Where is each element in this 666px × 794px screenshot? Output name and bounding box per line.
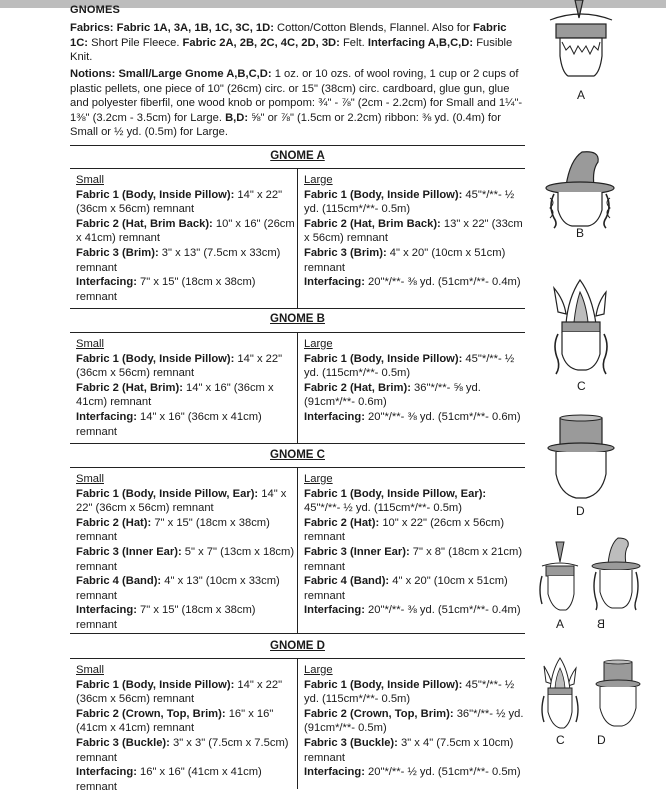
material-item (76, 487, 298, 516)
material-label: Fabric 3 (Inner Ear): (76, 545, 182, 558)
material-label: Fabric 2 (Crown, Top, Brim): (304, 707, 454, 720)
material-amount: 45"*/**- ½ yd. (115cm*/**- 0.5m) (304, 502, 462, 515)
fabrics-lead: Fabrics: (70, 22, 114, 34)
gnome-b-large (304, 337, 524, 425)
material-item (304, 352, 524, 381)
material-amount: 13" x 22" (33cm x 56cm) remnant (304, 217, 523, 245)
material-item (304, 410, 524, 425)
material-item (304, 188, 524, 217)
material-amount: 10" x 22" (26cm x 56cm) remnant (304, 516, 505, 544)
fabrics-text-4: Fusible Knit. (70, 36, 513, 63)
gnome-c-small (76, 472, 298, 633)
material-amount: 4" x 20" (10cm x 51cm) remnant (304, 246, 506, 274)
material-amount: 3" x 4" (7.5cm x 10cm) remnant (304, 736, 514, 764)
figure-label-pair-b: B (597, 617, 606, 631)
gnome-a-illustration (548, 0, 614, 88)
section-title-gnome-a: GNOME A (270, 150, 325, 162)
section-rule (70, 443, 525, 444)
material-label: Interfacing: (76, 766, 137, 779)
material-item (76, 603, 298, 632)
section-rule (70, 145, 525, 146)
figure-label-b: B (576, 226, 585, 240)
material-item (304, 516, 524, 545)
material-label: Fabric 1 (Body, Inside Pillow, Ear): (304, 487, 487, 500)
fabrics-part-2: Fabric 1C: (70, 22, 507, 49)
material-label: Fabric 3 (Inner Ear): (304, 545, 410, 558)
material-amount: 5" x 7" (13cm x 18cm) remnant (76, 545, 295, 573)
material-label: Fabric 1 (Body, Inside Pillow): (304, 352, 463, 365)
material-item (304, 487, 524, 516)
material-label: Fabric 1 (Body, Inside Pillow, Ear): (76, 487, 259, 500)
material-label: Fabric 2 (Hat): (304, 516, 380, 529)
notions-text-2: ⅝" or ⅞" (1.5cm or 2.2cm) ribbon: ⅜ yd. (0.4m) for Small or ½ yd. (0.5m) for Large. (70, 111, 501, 138)
material-amount: 14" x 16" (36cm x 41cm) remnant (76, 381, 274, 409)
material-item (304, 275, 524, 290)
material-amount: 16" x 16" (41cm x 41cm) remnant (76, 707, 274, 735)
material-item (304, 381, 524, 410)
material-label: Fabric 1 (Body, Inside Pillow): (76, 678, 235, 691)
material-label: Interfacing: (76, 604, 137, 617)
material-amount: 4" x 13" (10cm x 33cm) remnant (76, 575, 280, 602)
material-amount: 4" x 20" (10cm x 51cm) remnant (304, 575, 508, 602)
size-heading: Large (304, 338, 333, 350)
material-label: Fabric 1 (Body, Inside Pillow): (304, 188, 463, 201)
figure-label-d: D (576, 504, 585, 518)
size-heading: Small (76, 174, 104, 186)
figure-label-pair-a: A (556, 617, 565, 631)
material-item (304, 765, 524, 780)
fabrics-text-1: Cotton/Cotton Blends, Flannel. Also for (273, 22, 473, 34)
material-amount: 14" x 22" (36cm x 56cm) remnant (76, 487, 287, 515)
material-amount: 20"*/**- ⅜ yd. (51cm*/**- 0.6m) (364, 410, 521, 423)
section-title-gnome-c: GNOME C (270, 449, 325, 461)
material-label: Interfacing: (76, 276, 137, 289)
material-amount: 14" x 22" (36cm x 56cm) remnant (76, 352, 283, 380)
section-rule (70, 308, 525, 309)
material-item (76, 410, 298, 439)
size-heading: Large (304, 664, 333, 676)
material-item (304, 545, 524, 574)
section-title-gnome-d: GNOME D (270, 640, 325, 652)
material-item (304, 574, 524, 603)
material-label: Interfacing: (304, 410, 365, 423)
material-label: Fabric 2 (Hat, Brim Back): (76, 217, 213, 230)
material-item (76, 765, 298, 794)
fabrics-part-1: Fabric 1A, 3A, 1B, 1C, 3C, 1D: (116, 22, 274, 34)
material-amount: 14" x 22" (36cm x 56cm) remnant (76, 188, 283, 216)
gnome-b-illustration (542, 150, 618, 230)
fabrics-text-3: Felt. (339, 36, 368, 49)
gnome-a-large (304, 173, 524, 290)
material-label: Fabric 1 (Body, Inside Pillow): (304, 678, 463, 691)
page-heading: GNOMES (70, 4, 121, 16)
material-label: Fabric 1 (Body, Inside Pillow): (76, 352, 235, 365)
material-item (76, 678, 298, 707)
material-item (76, 275, 298, 304)
material-item (304, 246, 524, 275)
material-item (76, 217, 298, 246)
material-amount: 36"*/**- ⅝ yd. (91cm*/**- 0.6m) (304, 381, 481, 409)
material-label: Fabric 3 (Brim): (304, 246, 387, 259)
gnome-pair-ab-illustration (538, 536, 642, 616)
notions-paragraph (70, 67, 525, 140)
material-item (76, 246, 298, 275)
material-amount: 20"*/**- ⅜ yd. (51cm*/**- 0.4m) (364, 276, 521, 289)
material-item (304, 707, 524, 736)
fabrics-text-2: Short Pile Fleece. (88, 36, 183, 49)
material-item (76, 188, 298, 217)
material-label: Fabric 2 (Crown, Top, Brim): (76, 707, 226, 720)
material-amount: 45"*/**- ½ yd. (115cm*/**- 0.5m) (304, 188, 515, 216)
section-title-gnome-b: GNOME B (270, 313, 325, 325)
material-amount: 20"*/**- ½ yd. (51cm*/**- 0.5m) (364, 766, 521, 779)
gnome-d-small (76, 663, 298, 794)
gnome-d-illustration (546, 414, 616, 502)
material-label: Fabric 1 (Body, Inside Pillow): (76, 188, 235, 201)
material-label: Fabric 3 (Brim): (76, 246, 159, 259)
material-item (304, 736, 524, 765)
material-item (76, 574, 298, 603)
material-amount: 45"*/**- ½ yd. (115cm*/**- 0.5m) (304, 678, 515, 706)
material-amount: 3" x 13" (7.5cm x 33cm) remnant (76, 246, 281, 274)
material-amount: 3" x 3" (7.5cm x 7.5cm) remnant (76, 736, 289, 764)
gnome-a-small (76, 173, 298, 304)
gnome-pair-cd-illustration (538, 654, 642, 734)
size-heading: Large (304, 473, 333, 485)
material-label: Interfacing: (304, 276, 365, 289)
material-label: Fabric 2 (Hat, Brim): (76, 381, 183, 394)
material-amount: 20"*/**- ⅜ yd. (51cm*/**- 0.4m) (364, 604, 521, 617)
material-label: Interfacing: (76, 410, 137, 423)
figure-label-pair-c: C (556, 733, 565, 747)
material-label: Fabric 3 (Buckle): (76, 736, 170, 749)
material-item (76, 707, 298, 736)
material-item (304, 217, 524, 246)
size-heading: Large (304, 174, 333, 186)
size-heading: Small (76, 664, 104, 676)
material-amount: 10" x 16" (26cm x 41cm) remnant (76, 217, 295, 245)
fabrics-part-4: Interfacing A,B,C,D: (367, 36, 474, 49)
material-amount: 7" x 15" (18cm x 38cm) remnant (76, 604, 256, 631)
material-item (304, 603, 524, 618)
size-heading: Small (76, 338, 104, 350)
size-heading: Small (76, 473, 104, 485)
material-label: Interfacing: (304, 604, 365, 617)
gnome-d-large (304, 663, 524, 780)
fabrics-part-3: Fabric 2A, 2B, 2C, 4C, 2D, 3D: (182, 36, 340, 49)
material-amount: 7" x 15" (18cm x 38cm) remnant (76, 516, 270, 544)
material-label: Fabric 4 (Band): (304, 575, 390, 588)
notions-text-1: 1 oz. or 10 ozs. of wool roving, 1 cup or 2 cups of plastic pellets, one piece of 10" (26cm) circ. or 15" (38cm) circ. cardboard, glue gun, glue and polyester fiberfil, one wood knob or pompom: ¾" - ⅞" (2cm - 2.2cm) for Small and 1¼"- 1⅜" (3.2cm - 3.5cm) for Large. (70, 68, 523, 124)
material-amount: 16" x 16" (41cm x 41cm) remnant (76, 766, 262, 793)
material-item (76, 352, 298, 381)
fabrics-paragraph (70, 21, 525, 65)
material-item (76, 381, 298, 410)
material-label: Fabric 2 (Hat, Brim Back): (304, 217, 441, 230)
material-amount: 45"*/**- ½ yd. (115cm*/**- 0.5m) (304, 352, 515, 380)
gnome-c-illustration (544, 274, 616, 378)
material-amount: 14" x 16" (36cm x 41cm) remnant (76, 410, 262, 438)
material-label: Fabric 2 (Hat, Brim): (304, 381, 411, 394)
material-amount: 36"*/**- ½ yd. (91cm*/**- 0.5m) (304, 707, 524, 735)
figure-label-pair-d: D (597, 733, 606, 747)
material-label: Fabric 4 (Band): (76, 575, 162, 588)
material-label: Interfacing: (304, 766, 365, 779)
material-amount: 7" x 15" (18cm x 38cm) remnant (76, 276, 256, 303)
gnome-b-small (76, 337, 298, 439)
figure-label-a: A (577, 88, 586, 102)
figure-label-c: C (577, 379, 586, 393)
material-item (76, 736, 298, 765)
section-rule (70, 633, 525, 634)
material-label: Fabric 2 (Hat): (76, 516, 152, 529)
gnome-c-large (304, 472, 524, 618)
material-item (76, 545, 298, 574)
material-item (76, 516, 298, 545)
notions-lead: Notions: Small/Large Gnome A,B,C,D: (70, 68, 272, 80)
material-amount: 7" x 8" (18cm x 21cm) remnant (304, 545, 523, 573)
notions-part-2: B,D: (225, 111, 249, 124)
material-label: Fabric 3 (Buckle): (304, 736, 398, 749)
material-item (304, 678, 524, 707)
material-amount: 14" x 22" (36cm x 56cm) remnant (76, 678, 283, 706)
